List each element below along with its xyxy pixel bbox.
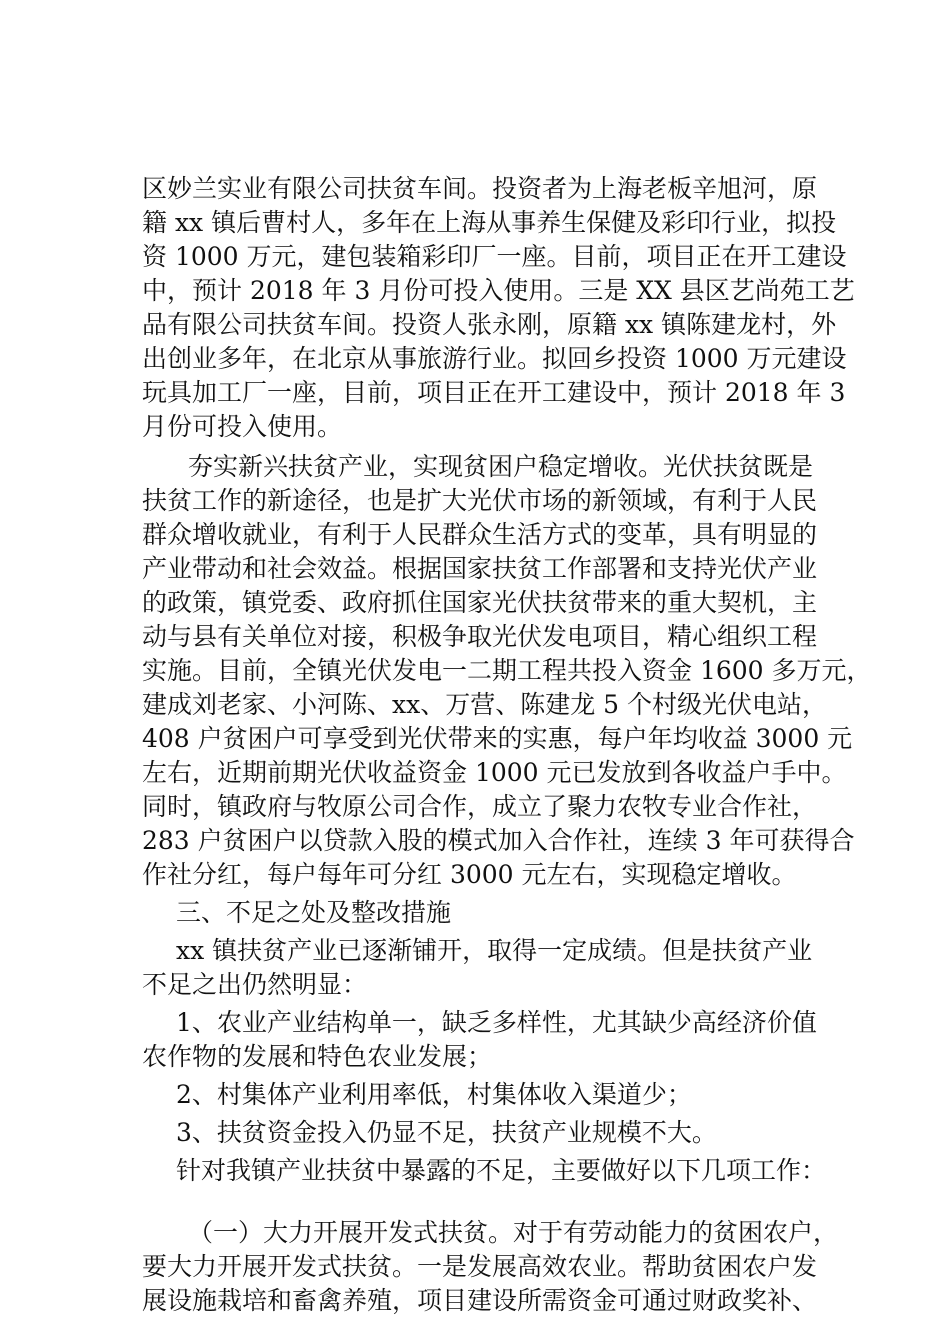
text-line xyxy=(142,620,830,654)
text-line xyxy=(142,722,853,756)
text-line xyxy=(142,342,847,376)
text-line xyxy=(142,756,847,790)
paragraph-first-line: 夯实新兴扶贫产业，实现贫困户稳定增收。光伏扶贫既是 xyxy=(188,452,814,481)
text-line-content: 籍 xx 镇后曹村人，多年在上海从事养生保健及彩印行业，拟投 xyxy=(142,208,837,237)
text-line-content: 资 1000 万元，建包装箱彩印厂一座。目前，项目正在开工建设 xyxy=(142,242,847,271)
text-line-content: 动与县有关单位对接，积极争取光伏发电项目，精心组织工程 xyxy=(142,622,818,651)
text-line-content: 实施。目前，全镇光伏发电一二期工程共投入资金 1600 多万元， xyxy=(142,656,872,685)
text-line-content: 左右，近期前期光伏收益资金 1000 元已发放到各收益户手中。 xyxy=(142,758,847,787)
text-line xyxy=(142,654,872,688)
text-line xyxy=(142,1284,830,1318)
text-line-content: 283 户贫困户以贷款入股的模式加入合作社，连续 3 年可获得合 xyxy=(142,826,855,855)
list-item: 1、农业产业结构单一，缺乏多样性，尤其缺少高经济价值 xyxy=(176,1008,817,1037)
text-line-content: 扶贫工作的新途径，也是扩大光伏市场的新领域，有利于人民 xyxy=(142,486,818,515)
text-line: 不足之出仍然明显： xyxy=(142,970,368,999)
text-line xyxy=(142,274,855,308)
text-line-content: 的政策，镇党委、政府抓住国家光伏扶贫带来的重大契机，主 xyxy=(142,588,818,617)
text-line-content: 玩具加工厂一座，目前，项目正在开工建设中，预计 2018 年 3 xyxy=(142,378,846,407)
text-line-content: 区妙兰实业有限公司扶贫车间。投资者为上海老板辛旭河，原 xyxy=(142,174,818,203)
list-item: 2、村集体产业利用率低，村集体收入渠道少； xyxy=(176,1080,692,1109)
text-line xyxy=(142,824,855,858)
text-line-content: 408 户贫困户可享受到光伏带来的实惠，每户年均收益 3000 元 xyxy=(142,724,853,753)
paragraph-first-line: （一）大力开展开发式扶贫。对于有劳动能力的贫困农户， xyxy=(188,1218,839,1247)
text-line-content: 品有限公司扶贫车间。投资人张永刚，原籍 xx 镇陈建龙村，外 xyxy=(142,310,837,339)
text-line: 农作物的发展和特色农业发展； xyxy=(142,1042,493,1071)
text-line xyxy=(142,308,837,342)
text-line xyxy=(142,376,846,410)
list-item: 3、扶贫资金投入仍显不足，扶贫产业规模不大。 xyxy=(176,1118,717,1147)
text-line-content: 群众增收就业，有利于人民群众生活方式的变革，具有明显的 xyxy=(142,520,818,549)
paragraph-first-line: xx 镇扶贫产业已逐渐铺开，取得一定成绩。但是扶贫产业 xyxy=(176,936,813,965)
text-line xyxy=(142,206,837,240)
text-line xyxy=(142,1250,830,1284)
text-line xyxy=(142,484,830,518)
text-line xyxy=(142,240,847,274)
text-line-content: 要大力开展开发式扶贫。一是发展高效农业。帮助贫困农户发 xyxy=(142,1252,818,1281)
text-line: 月份可投入使用。 xyxy=(142,412,343,441)
text-line xyxy=(142,172,830,206)
text-line-content: 同时，镇政府与牧原公司合作，成立了聚力农牧专业合作社， xyxy=(142,792,818,821)
section-heading: 三、不足之处及整改措施 xyxy=(176,898,452,927)
text-line xyxy=(142,552,830,586)
text-line-content: 出创业多年，在北京从事旅游行业。拟回乡投资 1000 万元建设 xyxy=(142,344,847,373)
text-line: 作社分红，每户每年可分红 3000 元左右，实现稳定增收。 xyxy=(142,860,797,889)
text-line xyxy=(142,518,830,552)
text-line-content: 产业带动和社会效益。根据国家扶贫工作部署和支持光伏产业 xyxy=(142,554,818,583)
text-line-content: 建成刘老家、小河陈、xx、万营、陈建龙 5 个村级光伏电站， xyxy=(142,690,827,719)
text-line xyxy=(142,790,830,824)
text-line-content: 中，预计 2018 年 3 月份可投入使用。三是 XX 县区艺尚苑工艺 xyxy=(142,276,855,305)
text-line-content: 展设施栽培和畜禽养殖，项目建设所需资金可通过财政奖补、 xyxy=(142,1286,818,1315)
text-line xyxy=(142,586,830,620)
paragraph-first-line: 针对我镇产业扶贫中暴露的不足，主要做好以下几项工作： xyxy=(176,1156,827,1185)
text-line xyxy=(142,688,830,722)
